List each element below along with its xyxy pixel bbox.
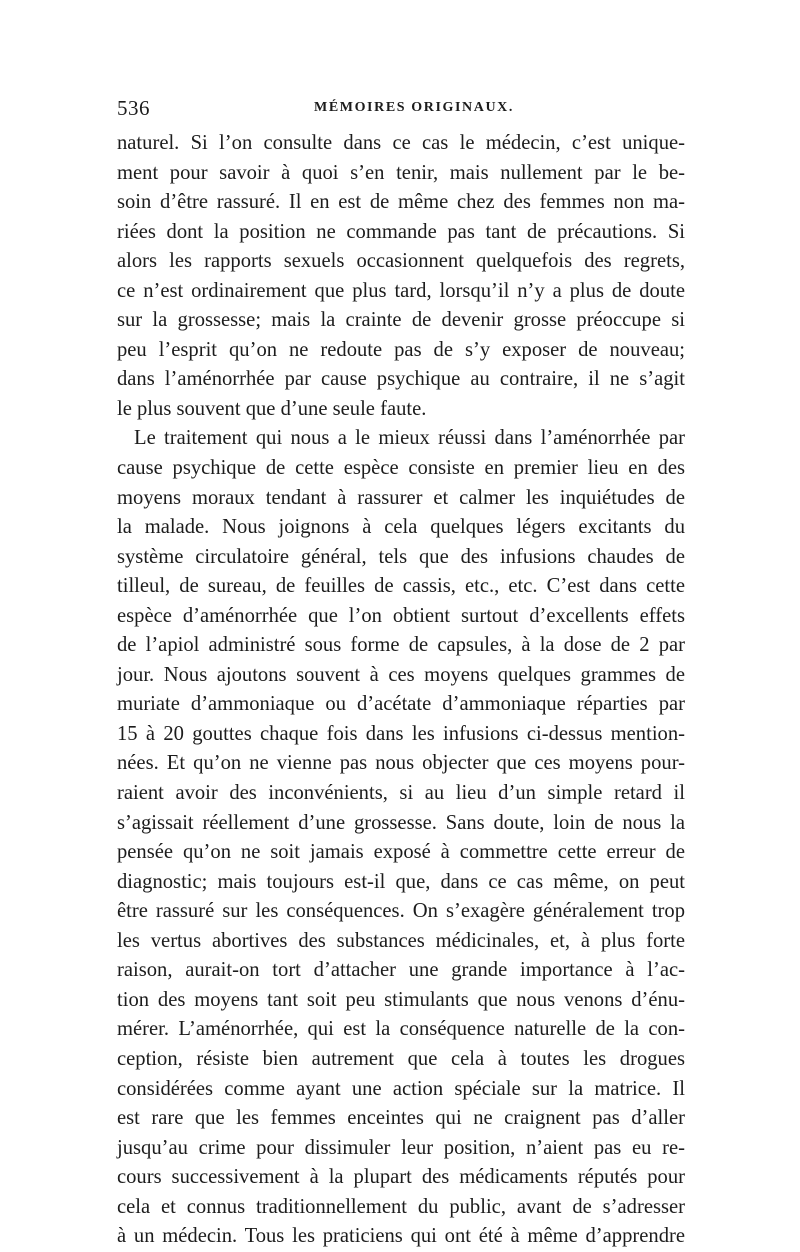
text-line: alors les rapports sexuels occasionnent quelquefois des regrets, (117, 250, 685, 273)
text-line: système circulatoire général, tels que des infusions chaudes de (117, 545, 685, 568)
text-line: est rare que les femmes enceintes qui ne craignent pas d’aller (117, 1107, 685, 1130)
text-line: dans l’aménorrhée par cause psychique au contraire, il ne s’agit (117, 368, 685, 391)
text-line: Le traitement qui nous a le mieux réussi dans l’aménorrhée par (134, 427, 685, 450)
text-line: sur la grossesse; mais la crainte de devenir grosse préoccupe si (117, 309, 685, 332)
text-line: raison, aurait-on tort d’attacher une grande importance à l’ac- (117, 959, 685, 982)
text-line: tion des moyens tant soit peu stimulants que nous venons d’énu- (117, 988, 685, 1011)
page-number: 536 (117, 96, 150, 120)
text-line: cause psychique de cette espèce consiste en premier lieu en des (117, 457, 685, 480)
text-line: le plus souvent que d’une seule faute. (117, 397, 427, 420)
text-line: cours successivement à la plupart des médicaments réputés pour (117, 1166, 685, 1189)
text-line: riées dont la position ne commande pas tant de précautions. Si (117, 220, 685, 243)
text-line: mérer. L’aménorrhée, qui est la conséquence naturelle de la con- (117, 1018, 685, 1041)
text-line: pensée qu’on ne soit jamais exposé à commettre cette erreur de (117, 841, 685, 864)
paragraph-2 (117, 424, 685, 1251)
running-title: MÉMOIRES ORIGINAUX. (314, 100, 514, 115)
text-line: ce n’est ordinairement que plus tard, lorsqu’il n’y a plus de doute (117, 279, 685, 302)
text-line: considérées comme ayant une action spéciale sur la matrice. Il (117, 1077, 685, 1100)
text-line: peu l’esprit qu’on ne redoute pas de s’y exposer de nouveau; (117, 338, 685, 361)
text-line: muriate d’ammoniaque ou d’acétate d’ammoniaque réparties par (117, 693, 685, 716)
text-line: diagnostic; mais toujours est-il que, dans ce cas même, on peut (117, 870, 685, 893)
text-line: ception, résiste bien autrement que cela à toutes les drogues (117, 1047, 685, 1070)
text-line: naturel. Si l’on consulte dans ce cas le médecin, c’est unique- (117, 132, 685, 154)
text-line: 15 à 20 gouttes chaque fois dans les infusions ci-dessus mention- (117, 722, 685, 745)
text-line: nées. Et qu’on ne vienne pas nous objecter que ces moyens pour- (117, 752, 685, 775)
page-header (117, 96, 687, 124)
text-line: s’agissait réellement d’une grossesse. Sans doute, loin de nous la (117, 811, 685, 834)
text-line: cela et connus traditionnellement du public, avant de s’adresser (117, 1195, 685, 1218)
text-line: jour. Nous ajoutons souvent à ces moyens quelques grammes de (117, 663, 685, 686)
text-line: jusqu’au crime pour dissimuler leur position, n’aient pas eu re- (117, 1136, 685, 1159)
text-line: les vertus abortives des substances médicinales, et, à plus forte (117, 929, 685, 952)
text-line: tilleul, de sureau, de feuilles de cassis, etc., etc. C’est dans cette (117, 575, 685, 598)
text-line: être rassuré sur les conséquences. On s’exagère généralement trop (117, 900, 685, 923)
text-line: ment pour savoir à quoi s’en tenir, mais nullement par le be- (117, 161, 685, 184)
text-line: à un médecin. Tous les praticiens qui ont été à même d’apprendre (117, 1225, 685, 1248)
text-line: de l’apiol administré sous forme de capsules, à la dose de 2 par (117, 634, 685, 657)
paragraph-1 (117, 129, 685, 424)
text-line: moyens moraux tendant à rassurer et calmer les inquiétudes de (117, 486, 685, 509)
body-text (117, 129, 685, 1252)
text-line: espèce d’aménorrhée que l’on obtient surtout d’excellents effets (117, 604, 685, 627)
text-line: soin d’être rassuré. Il en est de même chez des femmes non ma- (117, 191, 685, 214)
text-line: raient avoir des inconvénients, si au lieu d’un simple retard il (117, 782, 685, 805)
text-line: la malade. Nous joignons à cela quelques légers excitants du (117, 516, 685, 539)
